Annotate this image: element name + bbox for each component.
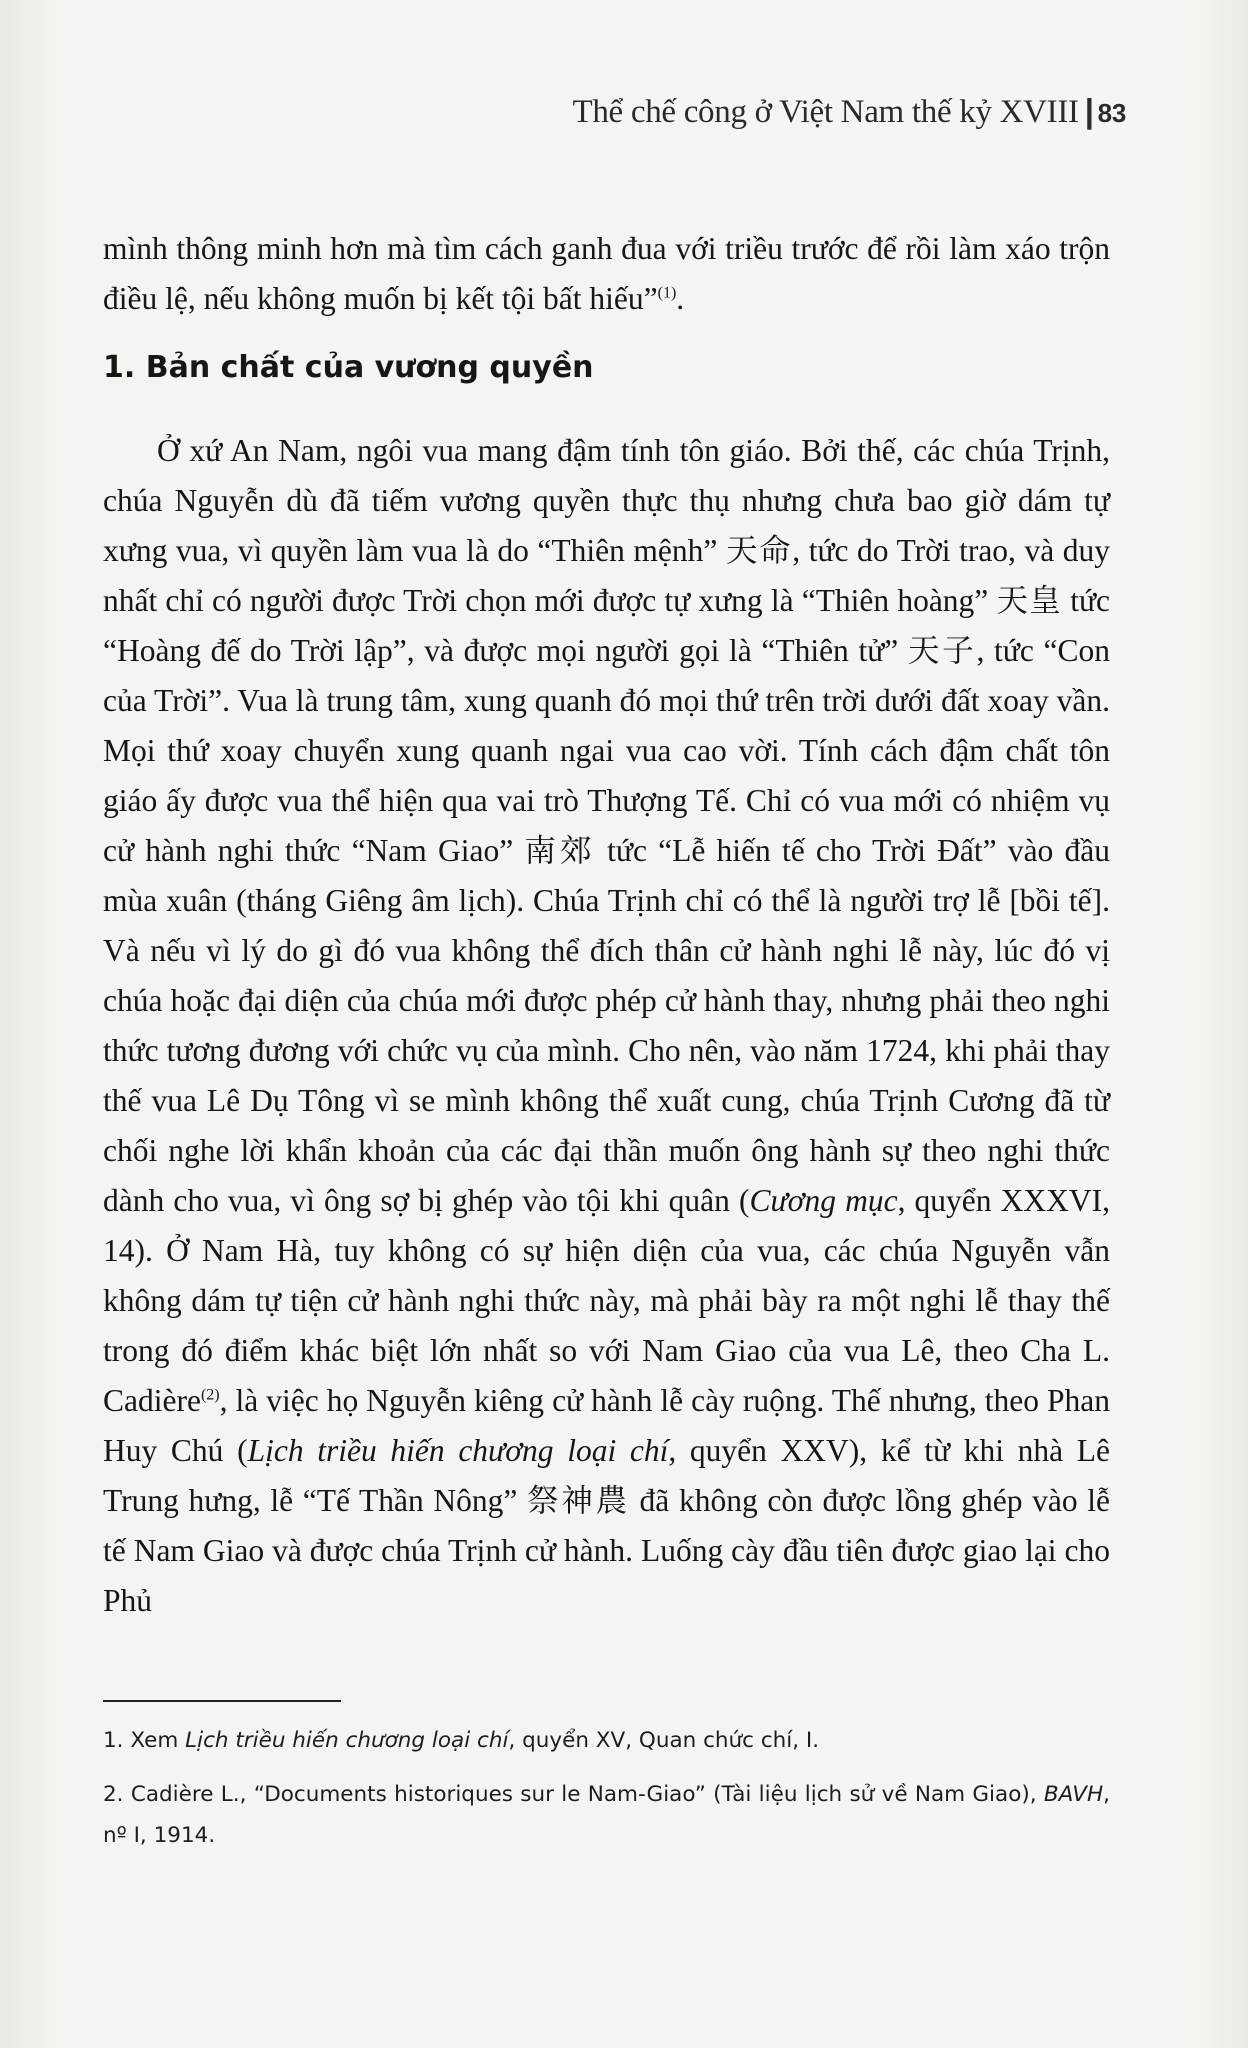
footnote-2 bbox=[103, 1774, 1110, 1856]
footnote-divider bbox=[103, 1700, 341, 1702]
para-segment-3: tức “Hoàng đế do Trời lập”, và được mọi người gọi là “Thiên tử” bbox=[103, 583, 1110, 668]
continued-text: mình thông minh hơn mà tìm cách ganh đua với triều trước để rồi làm xáo trộn điều lệ, nếu không muốn bị kết tội bất hiếu” bbox=[103, 231, 1110, 316]
para-segment-6: , quyển XXXVI, 14). Ở Nam Hà, tuy không có sự hiện diện của vua, các chúa Nguyễn vẫn không dám tự tiện cử hành nghi thức này, mà phải bày ra một nghi lễ thay thế trong đó điểm khác biệt lớn nhất so với Nam Giao của vua Lê, theo Cha L. Cadière bbox=[103, 1183, 1110, 1418]
cjk-te-than-nong: 祭神農 bbox=[527, 1483, 630, 1518]
running-header bbox=[573, 92, 1127, 131]
para-segment-8: , quyển XXV), kể từ khi nhà Lê Trung hưng, lễ “Tế Thần Nông” bbox=[103, 1433, 1111, 1518]
footnote-1-title: Lịch triều hiến chương loại chí bbox=[185, 1728, 509, 1753]
para-segment-7: , là việc họ Nguyễn kiêng cử hành lễ cày ruộng. Thế nhưng, theo Phan Huy Chú ( bbox=[103, 1383, 1110, 1468]
cjk-thien-menh: 天命 bbox=[725, 533, 793, 568]
continued-paragraph bbox=[103, 224, 1110, 324]
cjk-thien-hoang: 天皇 bbox=[996, 583, 1063, 618]
footnote-1-rest: , quyển XV, Quan chức chí, I. bbox=[508, 1728, 820, 1753]
page-number: 83 bbox=[1097, 98, 1126, 128]
para-segment-1: Ở xứ An Nam, ngôi vua mang đậm tính tôn giáo. Bởi thế, các chúa Trịnh, chúa Nguyễn dù đã tiếm vương quyền thực thụ nhưng chưa bao giờ dám tự xưng vua, vì quyền làm vua là do “Thiên mệnh” bbox=[103, 433, 1110, 568]
cjk-nam-giao: 南郊 bbox=[524, 833, 596, 868]
footnote-2-rest: , nº I, 1914. bbox=[103, 1782, 1110, 1848]
footnote-2-text: 2. Cadière L., “Documents historiques sur le Nam-Giao” (Tài liệu lịch sử về Nam Giao), bbox=[103, 1782, 1044, 1807]
main-paragraph bbox=[103, 426, 1110, 1626]
running-title: Thể chế công ở Việt Nam thế kỷ XVIII bbox=[572, 94, 1079, 130]
footnote-2-journal: BAVH bbox=[1043, 1782, 1104, 1807]
footnote-1-text: 1. Xem bbox=[103, 1728, 186, 1753]
footnote-ref-2: (2) bbox=[200, 1386, 220, 1404]
footnote-1 bbox=[103, 1720, 1110, 1761]
italic-cuong-muc: Cương mục bbox=[749, 1183, 898, 1218]
continued-end: . bbox=[676, 281, 685, 316]
para-segment-5: tức “Lễ hiến tế cho Trời Đất” vào đầu mùa xuân (tháng Giêng âm lịch). Chúa Trịnh chỉ có thể là người trợ lễ [bồi tế]. Và nếu vì lý do gì đó vua không thể đích thân cử hành nghi lễ này, lúc đó vị chúa hoặc đại diện của chúa mới được phép cử hành thay, nhưng phải theo nghi thức tương đương với chức vụ của mình. Cho nên, vào năm 1724, khi phải thay thế vua Lê Dụ Tông vì se mình không thể xuất cung, chúa Trịnh Cương đã từ chối nghe lời khẩn khoản của các đại thần muốn ông hành sự theo nghi thức dành cho vua, vì ông sợ bị ghép vào tội khi quân ( bbox=[103, 833, 1110, 1218]
header-separator: | bbox=[1084, 92, 1094, 129]
italic-lich-trieu: Lịch triều hiến chương loại chí bbox=[247, 1433, 669, 1468]
para-segment-9: đã không còn được lồng ghép vào lễ tế Nam Giao và được chúa Trịnh cử hành. Luống cày đầu tiên được giao lại cho Phủ bbox=[103, 1483, 1110, 1618]
section-heading: 1. Bản chất của vương quyền bbox=[103, 350, 594, 385]
para-segment-2: , tức do Trời trao, và duy nhất chỉ có người được Trời chọn mới được tự xưng là “Thiên hoàng” bbox=[103, 533, 1110, 618]
para-segment-4: , tức “Con của Trời”. Vua là trung tâm, xung quanh đó mọi thứ trên trời dưới đất xoay vần. Mọi thứ xoay chuyển xung quanh ngai vua cao vời. Tính cách đậm chất tôn giáo ấy được vua thể hiện qua vai trò Thượng Tế. Chỉ có vua mới có nhiệm vụ cử hành nghi thức “Nam Giao” bbox=[103, 633, 1110, 868]
cjk-thien-tu: 天子 bbox=[907, 633, 977, 668]
footnote-ref-1: (1) bbox=[657, 284, 677, 302]
